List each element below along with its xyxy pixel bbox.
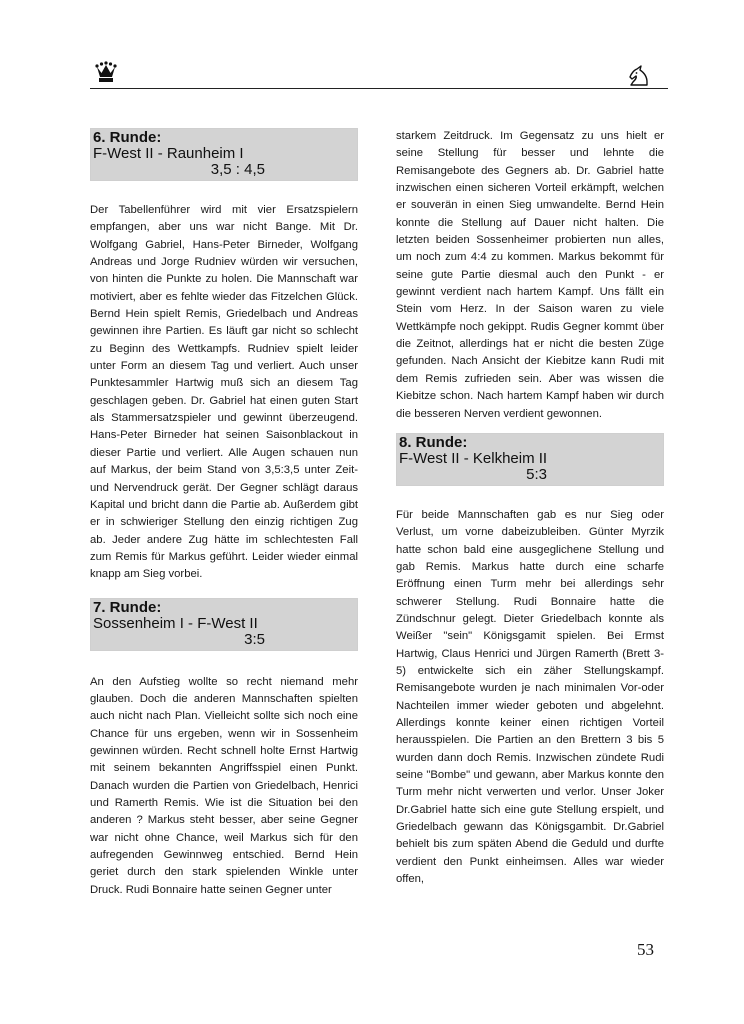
round7-match: Sossenheim I - F-West II — [93, 614, 258, 632]
round8-score: 5:3 — [526, 465, 547, 483]
round8-heading — [396, 433, 664, 486]
round8-title: 8. Runde: — [399, 433, 468, 451]
round6-score: 3,5 : 4,5 — [210, 161, 265, 178]
left-column — [90, 128, 358, 899]
round8-match: F-West II - Kelkheim II — [399, 449, 548, 467]
round6-heading — [90, 128, 358, 181]
round7-text-continued: starkem Zeitdruck. Im Gegensatz zu uns hielt er seine Stellung für besser und lehnte die Remisangebote des Gegners ab. Dr. Gabriel hatte inzwischen einen sicheren Vorteil erkämpft, welchen er souverän in einen Sieg umwandelte. Bernd Hein konnte die Stellung auf Dauer nicht halten. Die letzten beiden Sossenheimer probierten nun alles, um noch zum 4:4 zu kommen. Markus bekommt für seine gute Partie diesmal auch den Punkt - er gewinnt verdient nach hartem Kampf. Uns fällt ein Stein vom Herz. In der Saison waren zu viele Wettkämpfe noch gekippt. Rudis Gegner kommt über die Zeitnot, allerdings hat er nicht die besten Züge gefunden. Nach Ansicht der Kiebitze kann Rudi mit dem Remis zufrieden sein. Aber was wissen die Kiebitze schon. Nach hartem Kampf haben wir durch die besseren Nerven verdient gewonnen. — [396, 130, 664, 420]
round7-score: 3:5 — [244, 630, 265, 648]
round7-heading — [90, 598, 358, 651]
right-column — [396, 128, 664, 888]
round6-text: Der Tabellenführer wird mit vier Ersatzspielern empfangen, aber uns war nicht Bange. Mit Dr. Wolfgang Gabriel, Hans-Peter Birneder, Wolfgang Andreas und Jorge Rudniev würden wir versuchen, von hinten die Punkte zu holen. Die Mannschaft war motiviert, aber es fehlte wieder das Fitzelchen Glück. Bernd Hein spielt Remis, Griedelbach und Andreas gewinnen ihre Partien. Es läuft gar nicht so schlecht zu Beginn des Wettkampfs. Rudniev spielt leider unter Form an diesem Tag und verliert. Auch unser Punktesammler Hartwig muß sich an diesem Tag geschlagen geben. Dr. Gabriel hat einen guten Start als Stammersatzspieler und gewinnt überzeugend. Hans-Peter Birneder hat seinen Saisonblackout in dieser Partie und verliert. Alle Augen schauen nun auf Markus, der beim Stand von 3,5:3,5 unter Zeit-und Nervendruck gerät. Der Gegner schlägt daraus Kapital und bricht dann die Partie ab. Außerdem gibt er in schwieriger Stellung den einzig richtigen Zug ab. Jeder andere Zug hätte im schlechtesten Fall zum Remis für Markus geführt. Leider wieder einmal knapp am Sieg vorbei. — [90, 204, 358, 581]
round8-text: Für beide Mannschaften gab es nur Sieg oder Verlust, um vorne dabeizubleiben. Günter Myrzik hatte schon bald eine ausgeglichene Stellung und gab Remis. Markus hatte durch eine scharfe Eröffnung einen Turm mehr bei allerdings sehr schwerer Stellung. Rudi Bonnaire hatte die Zündschnur gelegt. Dieter Griedelbach konnte als Weißer "sein" Königsgamit spielen. Bei Ermst Hartwig, Claus Henrici und Jürgen Ramerth (Brett 3-5) entwickelte sich ein zäher Stellungskampf. Remisangebote wurden je nach minimalen Vor-oder Nachteilen immer wieder geboten und abgelehnt. Allerdings konnte keiner einen richtigen Vorteil herausspielen. Die Partien an den Brettern 3 bis 5 wurden dann doch Remis. Inzwischen zündete Rudi seine "Bombe" und gewann, aber Markus konnte den Turm mehr nicht verwerten und verlor. Unser Joker Dr.Gabriel hatte sich eine gute Stellung erspielt, und Griedelbach gewann das Königsgambit. Dr.Gabriel behielt bis zum späten Abend die Geduld und durfte verdient den Punkt einheimsen. Alles war wieder offen, — [396, 508, 664, 886]
chess-knight-icon — [626, 62, 652, 88]
page-number: 53 — [637, 940, 654, 959]
round7-text: An den Aufstieg wollte so recht niemand mehr glauben. Doch die anderen Mannschaften spielten auch nicht nach Plan. Vielleicht sollte sich noch eine Chance für uns ergeben, wenn wir in Sossenheim gewinnen würden. Recht schnell holte Ernst Hartwig mit seinem bekannten Angriffsspiel einen Punkt. Danach wurden die Partien von Griedelbach, Henrici und Ramerth Remis. Wie ist die Situation bei den anderen ? Markus steht besser, aber seine Gegner war nicht ohne Chance, weil Markus sich für den aufregenden Gewinnweg entschied. Bernd Hein geriet durch den stark spielenden Winkle unter Druck. Rudi Bonnaire hatte seinen Gegner unter — [90, 675, 358, 896]
round6-match: F-West II - Raunheim I — [93, 145, 244, 162]
round7-title: 7. Runde: — [93, 598, 162, 616]
chess-queen-icon — [94, 60, 118, 84]
header-rule — [90, 88, 668, 89]
round6-title: 6. Runde: — [93, 129, 162, 146]
